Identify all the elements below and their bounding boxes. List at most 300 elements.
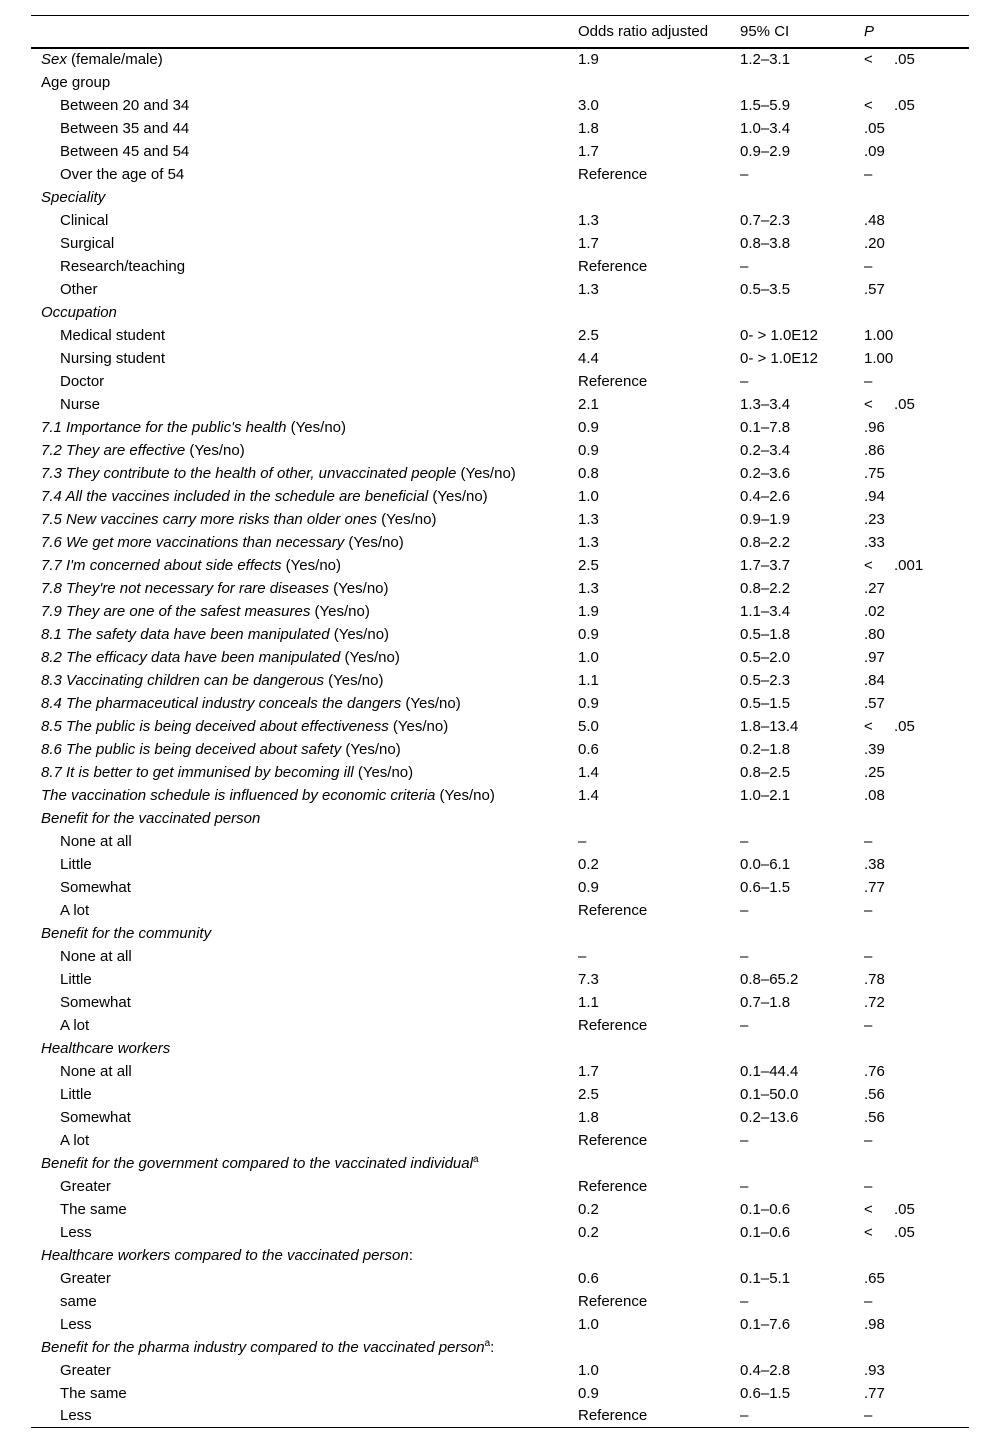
p-value-cell (864, 48, 969, 71)
p-value-text: – (864, 257, 873, 275)
row-label (31, 347, 578, 370)
row-label-text: Nurse (60, 395, 101, 413)
ci-cell: 0.1–5.1 (740, 1269, 791, 1287)
row-label-text: (Yes/no) (456, 464, 516, 482)
row-label-text: (Yes/no) (323, 671, 384, 689)
p-value-cell (864, 462, 969, 485)
row-label-text: Doctor (60, 372, 105, 390)
ci-cell: 1.0–3.4 (740, 119, 791, 137)
row-label-text: None at all (60, 1062, 132, 1080)
row-label-italic: 7.6 We get more vaccinations than necessary (41, 533, 345, 551)
p-value-text: .72 (864, 993, 885, 1011)
ci-cell: 1.1–3.4 (740, 602, 791, 620)
row-label-text: Little (60, 1085, 92, 1103)
odds-ratio-cell: – (578, 832, 587, 850)
table-row (31, 807, 969, 830)
row-label-text: Less (60, 1407, 92, 1425)
p-value-cell (864, 577, 969, 600)
table-row (31, 186, 969, 209)
p-value-cell (864, 508, 969, 531)
row-label-text: Greater (60, 1269, 111, 1287)
table-row (31, 48, 969, 71)
row-label (31, 324, 578, 347)
row-label (31, 1037, 578, 1060)
p-value-text: .97 (864, 648, 885, 666)
row-label-italic: Benefit for the pharma industry compared to the vaccinated person (41, 1338, 485, 1356)
row-label-text: A lot (60, 1016, 90, 1034)
p-value-text: .27 (864, 579, 885, 597)
row-label-text: Little (60, 855, 92, 873)
odds-ratio-cell (578, 1336, 740, 1359)
ci-cell: – (740, 901, 749, 919)
p-value-cell (864, 186, 969, 209)
p-value-text: .80 (864, 625, 885, 643)
row-label (31, 623, 578, 646)
ci-cell: – (740, 372, 749, 390)
p-value-cell (864, 853, 969, 876)
p-value-cell (864, 1083, 969, 1106)
row-label (31, 278, 578, 301)
row-label-text: (Yes/no) (286, 418, 346, 436)
p-value-cell (864, 945, 969, 968)
odds-ratio-cell: Reference (578, 1405, 740, 1428)
ci-cell: – (740, 947, 749, 965)
row-label (31, 393, 578, 416)
p-value-cell (864, 1037, 969, 1060)
p-value-text: .93 (864, 1361, 885, 1379)
ci-cell: 1.5–5.9 (740, 96, 791, 114)
ci-cell (740, 71, 864, 94)
odds-ratio-cell (578, 186, 740, 209)
row-label-text: : (408, 1246, 413, 1264)
row-label-text: Less (60, 1315, 92, 1333)
row-label-text: (Yes/no) (340, 648, 400, 666)
row-label-italic: Benefit for the community (41, 924, 212, 942)
row-label (31, 1221, 578, 1244)
odds-ratio-cell: Reference (578, 1131, 648, 1149)
less-than-sign: < (864, 51, 873, 68)
p-value-cell (864, 370, 969, 393)
table-row (31, 508, 969, 531)
p-value-cell (864, 1106, 969, 1129)
row-label-text: Over the age of 54 (60, 165, 185, 183)
odds-ratio-cell: Reference (578, 1016, 648, 1034)
row-label (31, 1198, 578, 1221)
ci-cell: 0- > 1.0E12 (740, 349, 818, 367)
ci-cell: 0.7–2.3 (740, 211, 791, 229)
row-label-italic: 8.1 The safety data have been manipulated (41, 625, 330, 643)
p-value-cell (864, 1336, 969, 1359)
table-row (31, 968, 969, 991)
p-value-text: .94 (864, 487, 885, 505)
row-label (31, 945, 578, 968)
row-label (31, 508, 578, 531)
odds-ratio-cell: 0.2 (578, 1200, 599, 1218)
row-label-italic: The vaccination schedule is influenced by economic criteria (41, 786, 436, 804)
p-value-cell (864, 1313, 969, 1336)
table-row (31, 830, 969, 853)
p-value-text: 1.00 (864, 326, 894, 344)
row-label (31, 1060, 578, 1083)
ci-cell: 0.2–3.4 (740, 441, 791, 459)
row-label (31, 140, 578, 163)
p-value-text: – (864, 1407, 873, 1425)
p-value-text: – (864, 1131, 873, 1149)
odds-ratio-cell: 0.9 (578, 418, 599, 436)
p-value-cell (864, 1359, 969, 1382)
p-value-cell (864, 255, 969, 278)
table-row (31, 1267, 969, 1290)
odds-ratio-cell: 1.3 (578, 280, 599, 298)
row-label-italic: 8.6 The public is being deceived about safety (41, 740, 342, 758)
p-value-text: .001 (894, 556, 924, 574)
table-row (31, 1152, 969, 1175)
ci-cell: – (740, 1292, 749, 1310)
row-label (31, 94, 578, 117)
p-value-text: – (864, 165, 873, 183)
table-row (31, 117, 969, 140)
p-value-cell (864, 1152, 969, 1175)
row-label (31, 301, 578, 324)
p-value-cell (864, 1221, 969, 1244)
row-label (31, 899, 578, 922)
odds-ratio-cell: 0.6 (578, 1269, 599, 1287)
odds-ratio-cell: 1.0 (578, 648, 599, 666)
row-label-text: : (490, 1338, 495, 1356)
p-value-text: .56 (864, 1108, 885, 1126)
ci-cell: 1.2–3.1 (740, 51, 791, 68)
table-row (31, 370, 969, 393)
row-label-italic: Benefit for the vaccinated person (41, 809, 261, 827)
p-value-cell (864, 416, 969, 439)
row-label (31, 117, 578, 140)
ci-cell (740, 1152, 864, 1175)
p-value-text: – (864, 947, 873, 965)
row-label (31, 1152, 578, 1175)
odds-ratio-cell: 0.6 (578, 740, 599, 758)
row-label-text: The same (60, 1200, 127, 1218)
p-value-cell (864, 646, 969, 669)
row-label (31, 531, 578, 554)
ci-cell: 0.7–1.8 (740, 993, 791, 1011)
row-label-italic: Benefit for the government compared to the vaccinated individual (41, 1154, 473, 1172)
ci-cell: 0.1–7.6 (740, 1315, 791, 1333)
row-label (31, 439, 578, 462)
ci-cell: – (740, 257, 749, 275)
header-odds-ratio: Odds ratio adjusted (578, 16, 740, 48)
p-value-text: .76 (864, 1062, 885, 1080)
p-value-cell (864, 439, 969, 462)
row-label-italic: 7.5 New vaccines carry more risks than older ones (41, 510, 377, 528)
odds-ratio-cell: 2.5 (578, 1085, 599, 1103)
row-label (31, 600, 578, 623)
odds-ratio-cell: 1.1 (578, 671, 599, 689)
table-row (31, 439, 969, 462)
p-value-text: .20 (864, 234, 885, 252)
row-label-italic: 7.4 All the vaccines included in the schedule are beneficial (41, 487, 429, 505)
table-row (31, 1290, 969, 1313)
row-label (31, 209, 578, 232)
p-value-text: .05 (894, 96, 915, 114)
odds-ratio-cell: 1.8 (578, 119, 599, 137)
row-label (31, 1382, 578, 1405)
ci-cell: 0- > 1.0E12 (740, 326, 818, 344)
odds-ratio-cell: Reference (578, 1292, 648, 1310)
p-value-text: .84 (864, 671, 885, 689)
row-label-italic: 8.3 Vaccinating children can be dangerous (41, 671, 324, 689)
row-label (31, 1175, 578, 1198)
odds-ratio-cell: 0.9 (578, 1384, 599, 1402)
p-value-text: .77 (864, 878, 885, 896)
table-row (31, 393, 969, 416)
p-value-cell (864, 761, 969, 784)
odds-ratio-cell: Reference (578, 372, 648, 390)
row-label-text: (Yes/no) (428, 487, 488, 505)
p-value-cell (864, 876, 969, 899)
ci-cell: – (740, 1405, 864, 1428)
ci-cell: 0.9–1.9 (740, 510, 791, 528)
p-value-cell (864, 623, 969, 646)
p-value-text: .57 (864, 280, 885, 298)
p-value-text: .05 (864, 119, 885, 137)
table-row (31, 577, 969, 600)
odds-ratio-cell: 1.9 (578, 602, 599, 620)
row-label-text: The same (60, 1384, 127, 1402)
odds-ratio-table (31, 15, 969, 1428)
ci-cell: 0.8–2.2 (740, 533, 791, 551)
odds-ratio-cell: Reference (578, 165, 648, 183)
row-label (31, 1106, 578, 1129)
row-label-text: Age group (41, 73, 111, 91)
p-value-text: .05 (894, 1200, 915, 1218)
table-row (31, 416, 969, 439)
row-label-italic: 7.3 They contribute to the health of other, unvaccinated people (41, 464, 457, 482)
ci-cell: 0.1–50.0 (740, 1085, 799, 1103)
row-label (31, 554, 578, 577)
p-value-text: .25 (864, 763, 885, 781)
ci-cell: 0.5–1.5 (740, 694, 791, 712)
p-value-cell (864, 1175, 969, 1198)
row-label (31, 738, 578, 761)
row-label (31, 715, 578, 738)
row-label-italic: Occupation (41, 303, 117, 321)
footnote-marker: a (484, 1337, 491, 1349)
odds-ratio-cell (578, 807, 740, 830)
row-label-italic: 7.9 They are one of the safest measures (41, 602, 311, 620)
p-value-cell (864, 715, 969, 738)
odds-ratio-cell: 1.4 (578, 786, 599, 804)
odds-ratio-cell: 0.9 (578, 441, 599, 459)
p-value-cell (864, 968, 969, 991)
odds-ratio-cell: 0.9 (578, 878, 599, 896)
p-value-text: – (864, 372, 873, 390)
table-row (31, 991, 969, 1014)
row-label (31, 1244, 578, 1267)
row-label-italic: 7.1 Importance for the public's health (41, 418, 287, 436)
row-label-text: Between 45 and 54 (60, 142, 190, 160)
ci-cell: 1.8–13.4 (740, 717, 799, 735)
p-value-text: .38 (864, 855, 885, 873)
ci-cell: 0.5–3.5 (740, 280, 791, 298)
row-label-text: (Yes/no) (435, 786, 495, 804)
p-value-text: .96 (864, 418, 885, 436)
p-value-cell (864, 1244, 969, 1267)
p-value-cell (864, 991, 969, 1014)
ci-cell (740, 1336, 864, 1359)
odds-ratio-cell: 1.4 (578, 763, 599, 781)
p-value-cell (864, 669, 969, 692)
table-row (31, 554, 969, 577)
odds-ratio-cell (578, 301, 740, 324)
row-label (31, 1083, 578, 1106)
ci-cell: 0.1–0.6 (740, 1223, 791, 1241)
ci-cell: 1.7–3.7 (740, 556, 791, 574)
row-label-italic: 8.4 The pharmaceutical industry conceals the dangers (41, 694, 402, 712)
ci-cell: – (740, 1016, 749, 1034)
p-value-text: – (864, 1177, 873, 1195)
odds-ratio-cell: 5.0 (578, 717, 599, 735)
row-label-italic: 8.2 The efficacy data have been manipulated (41, 648, 341, 666)
row-label-text: Between 35 and 44 (60, 119, 190, 137)
table-row (31, 347, 969, 370)
row-label (31, 692, 578, 715)
ci-cell: 0.1–0.6 (740, 1200, 791, 1218)
p-value-cell (864, 1060, 969, 1083)
table-row (31, 1244, 969, 1267)
row-label (31, 370, 578, 393)
table-row (31, 324, 969, 347)
less-than-sign: < (864, 395, 873, 413)
odds-ratio-cell: Reference (578, 901, 648, 919)
row-label-text: Greater (60, 1361, 111, 1379)
p-value-cell (864, 738, 969, 761)
table-row (31, 715, 969, 738)
odds-ratio-cell: 1.7 (578, 1062, 599, 1080)
odds-ratio-cell (578, 71, 740, 94)
table-row (31, 738, 969, 761)
ci-cell: 0.6–1.5 (740, 1384, 791, 1402)
row-label (31, 577, 578, 600)
odds-ratio-cell: 1.0 (578, 1315, 599, 1333)
footnote-marker: a (472, 1153, 479, 1165)
ci-cell: 0.2–1.8 (740, 740, 791, 758)
table-row (31, 140, 969, 163)
ci-cell: 0.5–2.3 (740, 671, 791, 689)
row-label (31, 255, 578, 278)
row-label-text: (Yes/no) (281, 556, 341, 574)
table-row (31, 531, 969, 554)
table-row (31, 209, 969, 232)
row-label-text: Other (60, 280, 98, 298)
p-value-text: .65 (864, 1269, 885, 1287)
odds-ratio-cell: Reference (578, 1177, 648, 1195)
p-value-text: .75 (864, 464, 885, 482)
ci-cell: 0.2–3.6 (740, 464, 791, 482)
odds-ratio-cell: Reference (578, 257, 648, 275)
row-label-text: None at all (60, 947, 132, 965)
row-label (31, 646, 578, 669)
ci-cell: 0.0–6.1 (740, 855, 791, 873)
table-row (31, 853, 969, 876)
p-value-cell (864, 784, 969, 807)
row-label (31, 48, 578, 71)
table-row (31, 600, 969, 623)
row-label (31, 968, 578, 991)
odds-ratio-cell (578, 922, 740, 945)
p-value-text: – (864, 1016, 873, 1034)
row-label-italic: 7.2 They are effective (41, 441, 186, 459)
p-value-cell (864, 94, 969, 117)
row-label-text: Clinical (60, 211, 109, 229)
table-row (31, 1359, 969, 1382)
ci-cell: 0.8–3.8 (740, 234, 791, 252)
table-header (31, 16, 969, 48)
row-label (31, 761, 578, 784)
table-row (31, 1083, 969, 1106)
row-label-text: (female/male) (66, 51, 163, 68)
p-value-cell (864, 1382, 969, 1405)
odds-ratio-cell: 2.5 (578, 556, 599, 574)
odds-ratio-cell: 0.9 (578, 625, 599, 643)
table-row (31, 761, 969, 784)
p-value-cell (864, 922, 969, 945)
ci-cell (740, 922, 864, 945)
ci-cell: 0.1–44.4 (740, 1062, 799, 1080)
p-value-cell (864, 1267, 969, 1290)
ci-cell: – (740, 1177, 749, 1195)
row-label (31, 853, 578, 876)
ci-cell: 0.8–2.5 (740, 763, 791, 781)
table-row (31, 945, 969, 968)
odds-ratio-cell: 0.9 (578, 694, 599, 712)
table-row (31, 1106, 969, 1129)
row-label-text: (Yes/no) (329, 625, 390, 643)
odds-ratio-cell: 1.3 (578, 510, 599, 528)
ci-cell: 0.8–2.2 (740, 579, 791, 597)
p-value-cell (864, 1405, 969, 1428)
row-label-text: (Yes/no) (341, 740, 401, 758)
row-label (31, 669, 578, 692)
row-label (31, 186, 578, 209)
table-row (31, 784, 969, 807)
odds-ratio-cell: 1.8 (578, 1108, 599, 1126)
row-label-text: A lot (60, 1131, 90, 1149)
row-label-text: Somewhat (60, 993, 131, 1011)
less-than-sign: < (864, 717, 873, 735)
row-label-italic: 7.8 They're not necessary for rare diseases (41, 579, 330, 597)
p-value-cell (864, 485, 969, 508)
p-value-text: .09 (864, 142, 885, 160)
row-label-italic: Speciality (41, 188, 106, 206)
row-label-text: Medical student (60, 326, 166, 344)
table-row (31, 1198, 969, 1221)
table-row (31, 71, 969, 94)
ci-cell: 0.5–2.0 (740, 648, 791, 666)
odds-ratio-cell: 2.1 (578, 395, 599, 413)
p-value-text: .56 (864, 1085, 885, 1103)
ci-cell: 1.0–2.1 (740, 786, 791, 804)
p-value-cell (864, 1129, 969, 1152)
p-value-cell (864, 807, 969, 830)
row-label-text: same (60, 1292, 97, 1310)
row-label-text: (Yes/no) (344, 533, 404, 551)
odds-ratio-cell: 4.4 (578, 349, 599, 367)
table-row (31, 1221, 969, 1244)
p-value-text: .05 (894, 1223, 915, 1241)
table-row (31, 1014, 969, 1037)
row-label-italic: Sex (41, 51, 67, 68)
table-row (31, 485, 969, 508)
